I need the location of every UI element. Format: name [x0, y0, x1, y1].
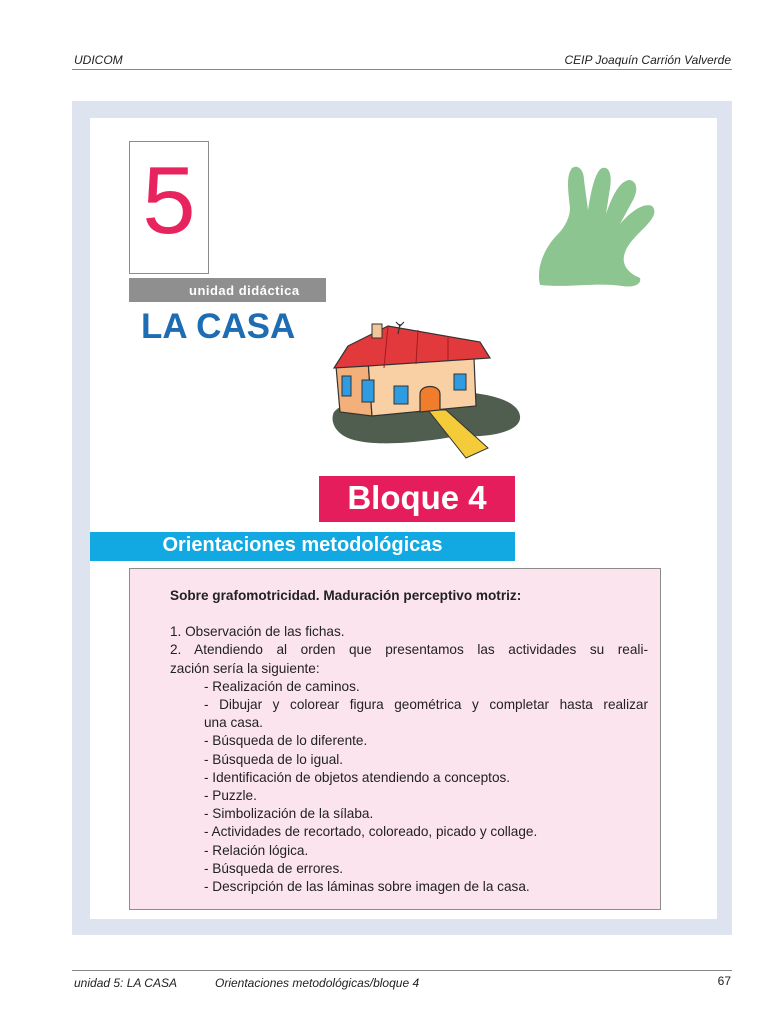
- unit-number-box: [129, 141, 209, 274]
- header-rule: [72, 69, 732, 70]
- header-left: UDICOM: [74, 53, 123, 67]
- text-line: zación sería la siguiente:: [170, 660, 320, 676]
- list-item: - Dibujar y colorear figura geométrica y completar hasta realizar: [204, 697, 648, 713]
- content-text: [170, 587, 648, 896]
- unit-title: LA CASA: [141, 307, 296, 346]
- list-item: - Identificación de objetos atendiendo a conceptos.: [204, 769, 511, 785]
- unit-label: unidad didáctica: [189, 283, 300, 298]
- footer-section: Orientaciones metodológicas/bloque 4: [215, 976, 420, 990]
- footer-rule: [72, 970, 732, 971]
- list-item: - Actividades de recortado, coloreado, picado y collage.: [204, 824, 538, 840]
- list-item: - Búsqueda de lo igual.: [204, 751, 344, 767]
- footer-unit: unidad 5: LA CASA: [74, 976, 177, 990]
- section-title: Orientaciones metodológicas: [162, 534, 443, 556]
- text-line: 2. Atendiendo al orden que presentamos las actividades su reali-: [170, 642, 648, 658]
- text-line: 1. Observación de las fichas.: [170, 624, 345, 640]
- list-item: - Puzzle.: [204, 788, 257, 804]
- unit-number: 5: [142, 147, 196, 254]
- list-item: - Descripción de las láminas sobre imagen de la casa.: [204, 879, 530, 895]
- box-heading: Sobre grafomotricidad. Maduración perceptivo motriz:: [170, 588, 522, 603]
- list-item-continued: una casa.: [204, 715, 263, 731]
- list-item: - Relación lógica.: [204, 842, 309, 858]
- list-item: - Búsqueda de lo diferente.: [204, 733, 368, 749]
- bloque-label: Bloque 4: [347, 479, 487, 516]
- header-right: CEIP Joaquín Carrión Valverde: [564, 53, 731, 67]
- hand-illustration: [526, 158, 666, 293]
- list-item: - Búsqueda de errores.: [204, 860, 344, 876]
- content-box: [129, 568, 661, 910]
- house-illustration: [328, 320, 528, 465]
- list-item: - Simbolización de la sílaba.: [204, 806, 374, 822]
- list-item: - Realización de caminos.: [204, 678, 360, 694]
- page-number: 67: [717, 974, 731, 988]
